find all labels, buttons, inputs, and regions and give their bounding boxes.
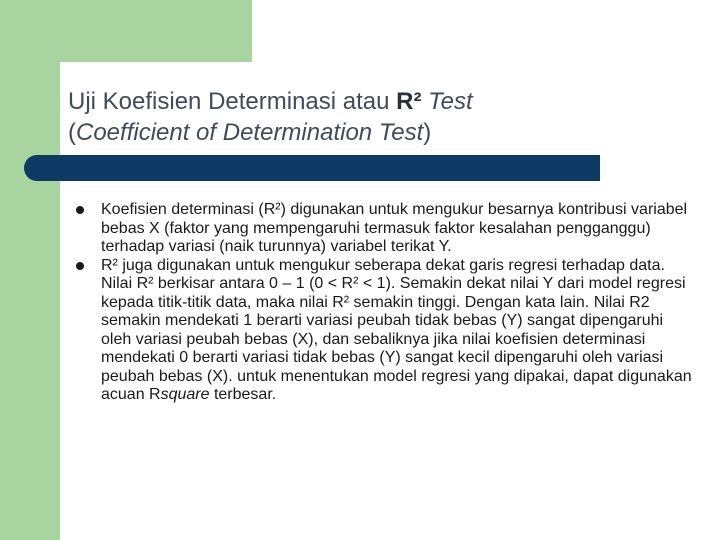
slide-title-line2 [68, 117, 688, 148]
bullet-item-2-italic-tail: square [160, 386, 210, 403]
title-divider-bar [24, 155, 600, 181]
title-test-word: Test [421, 88, 473, 115]
bullet-item-1-text: Koefisien determinasi (R²) digunakan untuk mengukur besarnya kontribusi variabel bebas X (faktor yang mempengaruhi termasuk faktor kesalahan pengganggu) terhadap variasi (naik turunnya) variabel terikat Y. [101, 201, 688, 255]
bullet-item-2-tail: terbesar. [209, 386, 277, 403]
title-close-paren: ) [423, 119, 432, 146]
title-open-paren: ( [68, 119, 76, 146]
bullet-list [76, 201, 696, 405]
slide-title [68, 86, 688, 148]
title-line1-plain: Uji Koefisien Determinasi atau [68, 88, 397, 115]
title-r2-symbol: R² [396, 88, 422, 115]
title-english-name: Coefficient of Determination Test [76, 119, 424, 146]
bullet-dot-icon [76, 262, 84, 270]
slide-title-line1 [68, 86, 688, 117]
bullet-dot-icon [76, 206, 84, 214]
bullet-item-2 [76, 257, 696, 405]
decorative-green-side-panel [0, 0, 60, 540]
bullet-item-1 [76, 201, 696, 257]
bullet-item-2-text: R² juga digunakan untuk mengukur seberapa dekat garis regresi terhadap data. Nilai R² berkisar antara 0 – 1 (0 < R² < 1). Semakin dekat nilai Y dari model regresi kepada titik-titik data, maka nilai R² semakin tinggi. Dengan kata lain. Nilai R2 semakin mendekati 1 berarti variasi peubah tidak bebas (Y) sangat dipengaruhi oleh variasi peubah bebas (X), dan sebaliknya jika nilai koefisien determinasi mendekati 0 berarti variasi tidak bebas (Y) sangat kecil dipengaruhi oleh variasi peubah bebas (X). untuk menentukan model regresi yang dipakai, dapat digunakan acuan R [101, 256, 692, 403]
